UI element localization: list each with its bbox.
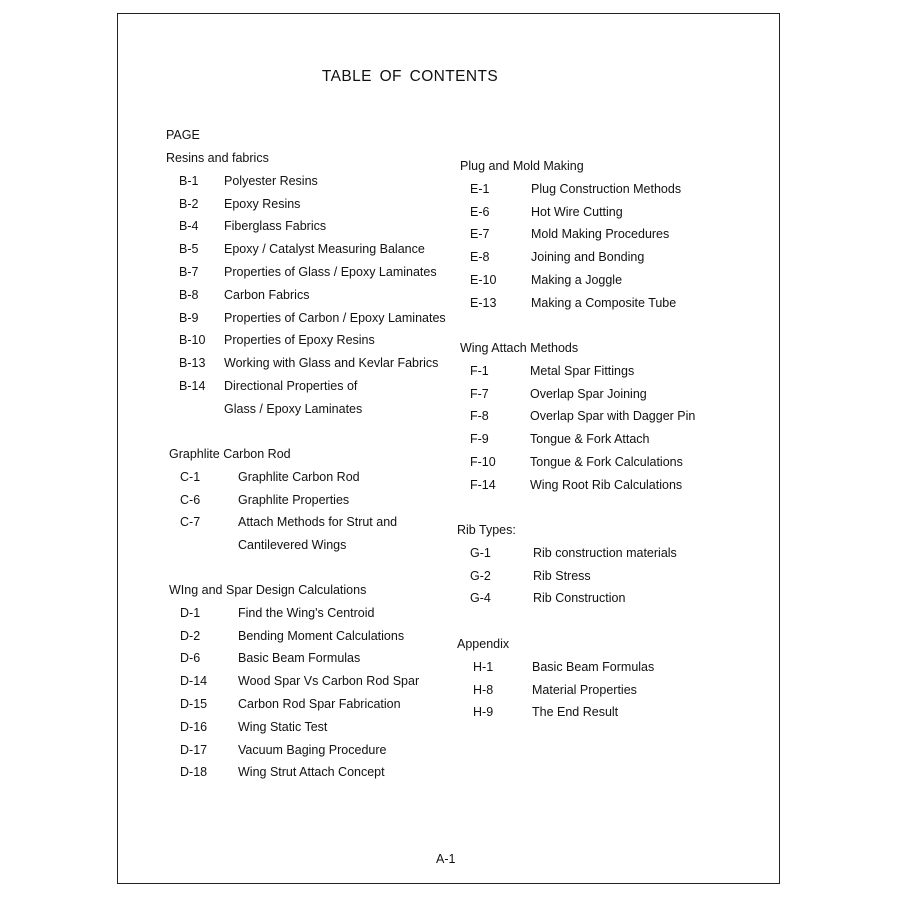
toc-entry-code: D-15 xyxy=(180,696,208,711)
section-graphlite-carbon-rod xyxy=(169,447,398,561)
section-title: Plug and Mold Making xyxy=(460,159,584,173)
toc-entry xyxy=(169,742,387,766)
toc-entry-code: E-8 xyxy=(470,250,490,265)
toc-entry xyxy=(169,492,350,516)
toc-entry-topic: Polyester Resins xyxy=(224,173,318,188)
toc-entry-code: B-9 xyxy=(179,310,199,325)
toc-entry-topic: Basic Beam Formulas xyxy=(238,651,361,666)
toc-entry xyxy=(460,250,645,273)
toc-entry-code: D-18 xyxy=(180,765,208,780)
toc-entry xyxy=(460,272,623,296)
toc-entry-code: B-1 xyxy=(179,173,199,188)
page-column-label: PAGE xyxy=(166,128,200,142)
toc-entry-code: E-13 xyxy=(470,295,497,310)
page-title: TABLE OF CONTENTS xyxy=(321,68,499,85)
toc-entry xyxy=(166,242,425,265)
toc-entry xyxy=(460,432,650,455)
toc-entry xyxy=(169,765,385,788)
toc-entry-code: E-1 xyxy=(470,181,490,196)
toc-entry xyxy=(166,287,310,311)
toc-entry xyxy=(166,264,437,288)
section-title: Appendix xyxy=(457,637,510,651)
toc-entry-topic: Epoxy Resins xyxy=(224,196,301,211)
toc-entry-topic: Hot Wire Cutting xyxy=(531,204,623,219)
section-title: Rib Types: xyxy=(457,523,516,537)
toc-entry-code: E-7 xyxy=(470,227,490,242)
toc-entry-topic: Fiberglass Fabrics xyxy=(224,219,327,234)
toc-entry-code: H-8 xyxy=(473,682,494,697)
toc-entry-topic: Wood Spar Vs Carbon Rod Spar xyxy=(238,674,420,689)
toc-entry xyxy=(460,454,683,478)
toc-entry xyxy=(169,696,401,720)
toc-entry-topic: Attach Methods for Strut and xyxy=(238,515,398,530)
toc-entry-code: B-10 xyxy=(179,333,206,348)
section-rib-types xyxy=(457,523,677,614)
toc-entry-topic: Rib Stress xyxy=(533,568,591,583)
toc-entry-topic: Tongue & Fork Attach xyxy=(530,432,650,447)
toc-entry-code: B-8 xyxy=(179,287,199,302)
toc-entry-topic: Glass / Epoxy Laminates xyxy=(224,401,363,416)
toc-entry xyxy=(457,568,591,592)
toc-entry xyxy=(460,386,647,410)
toc-entry-code: C-6 xyxy=(180,492,201,507)
toc-entry-code: F-9 xyxy=(470,432,489,447)
toc-entry xyxy=(166,356,439,379)
toc-entry-code: G-2 xyxy=(470,568,491,583)
toc-entry-code: C-1 xyxy=(180,469,201,484)
toc-entry-topic: Basic Beam Formulas xyxy=(532,659,655,674)
toc-entry-topic: Rib Construction xyxy=(533,591,626,606)
page-number: A-1 xyxy=(436,852,456,866)
toc-entry xyxy=(457,705,619,728)
toc-entry-topic: Working with Glass and Kevlar Fabrics xyxy=(224,356,439,371)
toc-entry xyxy=(169,674,420,697)
toc-entry-topic: Metal Spar Fittings xyxy=(530,363,635,378)
toc-entry-code: B-4 xyxy=(179,219,199,234)
toc-entry-code: H-9 xyxy=(473,705,494,720)
toc-entry-code: D-6 xyxy=(180,651,201,666)
toc-entry xyxy=(166,378,358,402)
toc-entry xyxy=(457,591,626,614)
toc-entry xyxy=(169,628,405,652)
toc-entry-code: G-1 xyxy=(470,545,491,560)
toc-entry-topic: Material Properties xyxy=(532,682,637,697)
toc-entry-code: F-8 xyxy=(470,409,489,424)
toc-entry-code: B-5 xyxy=(179,242,199,257)
toc-entry xyxy=(166,333,375,356)
section-title: Graphlite Carbon Rod xyxy=(169,447,291,461)
toc-entry-topic: Plug Construction Methods xyxy=(531,181,682,196)
toc-entry xyxy=(169,515,398,538)
section-plug-and-mold-making xyxy=(460,159,682,319)
toc-entry-topic: Wing Static Test xyxy=(238,719,328,734)
toc-entry-topic: Overlap Spar Joining xyxy=(530,386,647,401)
section-title: Wing Attach Methods xyxy=(460,341,579,355)
toc-entry-topic: Vacuum Baging Procedure xyxy=(238,742,387,757)
toc-entry-topic: Overlap Spar with Dagger Pin xyxy=(530,409,696,424)
toc-entry-code: B-7 xyxy=(179,264,199,279)
section-title: Resins and fabrics xyxy=(166,151,269,165)
section-wing-attach-methods xyxy=(460,341,696,501)
section-resins-and-fabrics xyxy=(166,151,446,425)
toc-entry-topic: Carbon Rod Spar Fabrication xyxy=(238,696,401,711)
toc-entry xyxy=(166,219,327,242)
toc-entry-code: D-16 xyxy=(180,719,208,734)
toc-entry xyxy=(457,545,677,569)
toc-entry-code: F-10 xyxy=(470,454,496,469)
toc-entry-topic: Properties of Carbon / Epoxy Laminates xyxy=(224,310,446,325)
toc-entry xyxy=(460,204,623,228)
toc-entry-code: H-1 xyxy=(473,659,494,674)
toc-entry xyxy=(457,682,637,706)
toc-entry-code: G-4 xyxy=(470,591,491,606)
toc-entry-code: B-13 xyxy=(179,356,206,371)
toc-entry xyxy=(460,227,670,250)
toc-entry-topic: Bending Moment Calculations xyxy=(238,628,405,643)
toc-entry-topic: The End Result xyxy=(532,705,619,720)
toc-entry xyxy=(460,295,677,319)
toc-entry-code: F-7 xyxy=(470,386,489,401)
section-appendix xyxy=(457,637,655,728)
section-title: WIng and Spar Design Calculations xyxy=(169,583,367,597)
toc-entry-topic: Tongue & Fork Calculations xyxy=(530,454,683,469)
toc-entry-topic: Making a Joggle xyxy=(531,272,623,287)
toc-entry-topic: Wing Root Rib Calculations xyxy=(530,477,683,492)
toc-entry-topic: Graphlite Properties xyxy=(238,492,350,507)
toc-entry-code: D-1 xyxy=(180,605,201,620)
toc-entry-code: D-14 xyxy=(180,674,208,689)
toc-entry xyxy=(166,173,318,197)
toc-entry-topic: Properties of Epoxy Resins xyxy=(224,333,375,348)
toc-entry xyxy=(460,477,683,501)
toc-entry-code: B-2 xyxy=(179,196,199,211)
toc-entry-topic: Graphlite Carbon Rod xyxy=(238,469,360,484)
toc-entry xyxy=(169,538,347,561)
toc-entry-code: F-1 xyxy=(470,363,489,378)
toc-entry xyxy=(457,659,655,683)
toc-entry-topic: Directional Properties of xyxy=(224,378,358,393)
toc-entry-topic: Properties of Glass / Epoxy Laminates xyxy=(224,264,437,279)
toc-entry xyxy=(166,310,446,334)
toc-entry xyxy=(460,409,696,432)
toc-entry xyxy=(169,605,375,629)
toc-entry xyxy=(169,720,366,743)
toc-entry-topic: Making a Composite Tube xyxy=(531,295,677,310)
toc-entry-topic: Joining and Bonding xyxy=(531,250,645,265)
toc-entry-code: D-2 xyxy=(180,628,201,643)
toc-entry-topic: Cantilevered Wings xyxy=(238,538,347,553)
section-wing-and-spar-design xyxy=(169,583,420,788)
toc-entry-topic: Carbon Fabrics xyxy=(224,287,310,302)
toc-entry-topic: Epoxy / Catalyst Measuring Balance xyxy=(224,242,425,257)
toc-entry-topic: Mold Making Procedures xyxy=(531,227,670,242)
toc-entry-code: F-14 xyxy=(470,477,496,492)
toc-entry-code: E-6 xyxy=(470,204,490,219)
toc-entry-code: E-10 xyxy=(470,272,497,287)
toc-entry-topic: Find the Wing's Centroid xyxy=(238,605,375,620)
toc-entry xyxy=(460,181,682,205)
toc-entry-topic: Rib construction materials xyxy=(533,545,677,560)
toc-entry xyxy=(169,651,366,674)
toc-entry xyxy=(460,363,635,387)
toc-entry xyxy=(166,196,301,220)
toc-entry xyxy=(169,469,360,493)
toc-entry-code: B-14 xyxy=(179,378,206,393)
toc-entry-code: D-17 xyxy=(180,742,208,757)
toc-entry-code: C-7 xyxy=(180,515,201,530)
toc-entry-topic: Wing Strut Attach Concept xyxy=(238,765,385,780)
toc-entry xyxy=(166,401,363,425)
